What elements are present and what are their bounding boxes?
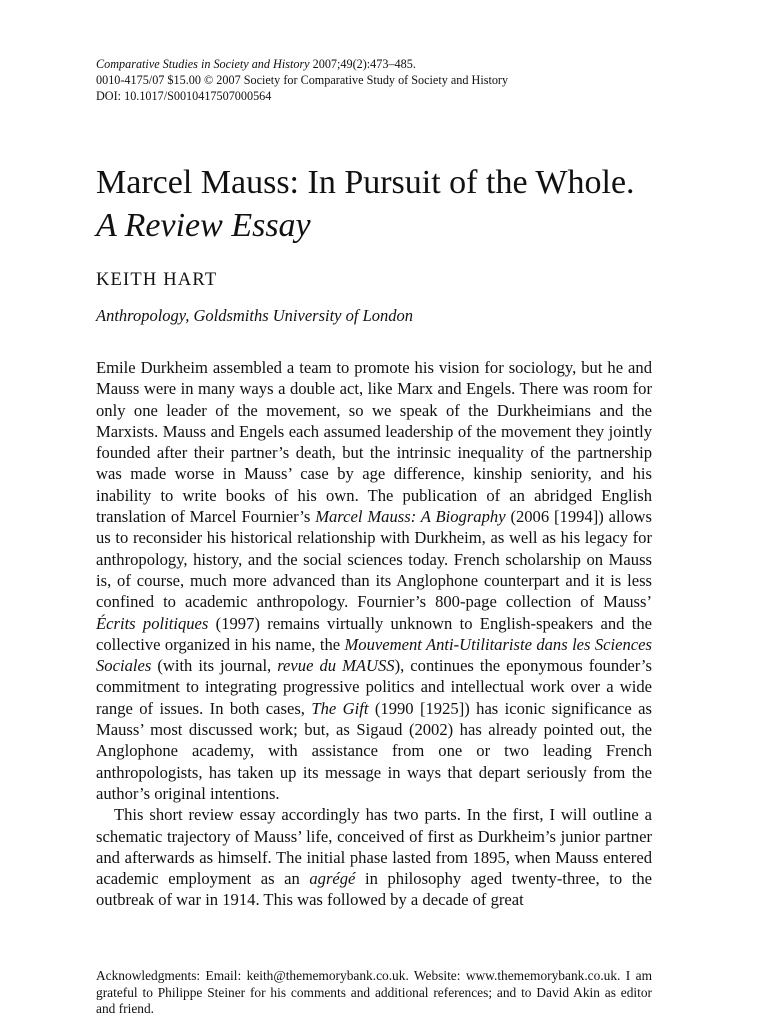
p2-italic-agrege: agrégé [309,869,356,889]
issn-line: 0010-4175/07 $15.00 © 2007 Society for Comparative Study of Society and History [96,73,509,87]
p2-text-a: This short review essay accordingly has two parts. In the first, I will outline a schematic trajectory of Mauss’ life, conceived of first as Durkheim’s junior partner and afterwards as himself. The initial phase lasted from 1895, when Mauss entered academic employment as an [96,805,652,889]
p1-text-e: (1997) remains virtually unknown to English-speakers and the collective organized in his name, the [96,613,652,654]
p1-italic-the-gift: The Gift [311,698,369,718]
acknowledgments-footnote: Acknowledgments: Email: keith@thememorybank.co.uk. Website: www.thememorybank.co.uk. I am grateful to Philippe Steiner for his comments and additional references; and to David Akin as editor and friend. [96,968,652,1016]
p2-text-c: in philosophy aged twenty-three, to the outbreak of war in 1914. This was followed by a decade of great [96,869,652,910]
journal-name: Comparative Studies in Society and History [96,57,310,71]
p1-text-k: (1990 [1925]) has iconic significance as Mauss’ most discussed work; but, as Sigaud (2002) has already pointed out, the Anglophone academy, with assistance from one or two leading French anthropologists, has taken up its message in ways that depart seriously from the author’s original intentions. [96,698,652,803]
journal-citation: 2007;49(2):473–485. [309,57,416,71]
article-title [96,161,652,247]
p1-text-a: Emile Durkheim assembled a team to promote his vision for sociology, but he and Mauss were in many ways a double act, like Marx and Engels. There was room for only one leader of the movement, so we speak of the Durkheimians and the Marxists. Mauss and Engels each assumed leadership of the movement they jointly founded after their partner’s death, but the intrinsic inequality of the partnership was made worse in Mauss’ case by age difference, kinship seniority, and his inability to write books of his own. The publication of an abridged English translation of Marcel Fournier’s [96,358,652,527]
body-paragraph-1 [96,357,652,804]
p1-text-g: (with its journal, [151,656,278,676]
doi-line[interactable]: DOI: 10.1017/S0010417507000564 [96,89,272,103]
article-body [96,357,652,911]
p1-italic-ecrits: Écrits politiques [96,613,209,633]
author-name: KEITH HART [96,270,218,290]
p1-text-i: ), continues the eponymous founder’s commitment to integrating progressive politics and intellectual work over a wide range of issues. In both cases, [96,656,652,718]
p1-italic-mouvement: Mouvement Anti-Utilitariste dans les Sciences Sociales [96,634,652,676]
p1-text-c: (2006 [1994]) allows us to reconsider his historical relationship with Durkheim, as well as his legacy for anthropology, history, and the social sciences today. French scholarship on Mauss is, of course, much more advanced than its Anglophone counterpart and it is less confined to academic anthropology. Fournier’s 800-page collection of Mauss’ [96,507,652,612]
body-paragraph-2 [96,804,652,910]
p1-italic-book-title: Marcel Mauss: A Biography [315,507,506,527]
citation-line [96,56,652,72]
article-title-sub: A Review Essay [96,207,311,244]
journal-header [96,56,652,104]
article-page [96,56,652,911]
article-title-main: Marcel Mauss: In Pursuit of the Whole. [96,164,635,201]
p1-italic-revue: revue du MAUSS [277,656,395,676]
author-affiliation: Anthropology, Goldsmiths University of London [96,306,414,325]
